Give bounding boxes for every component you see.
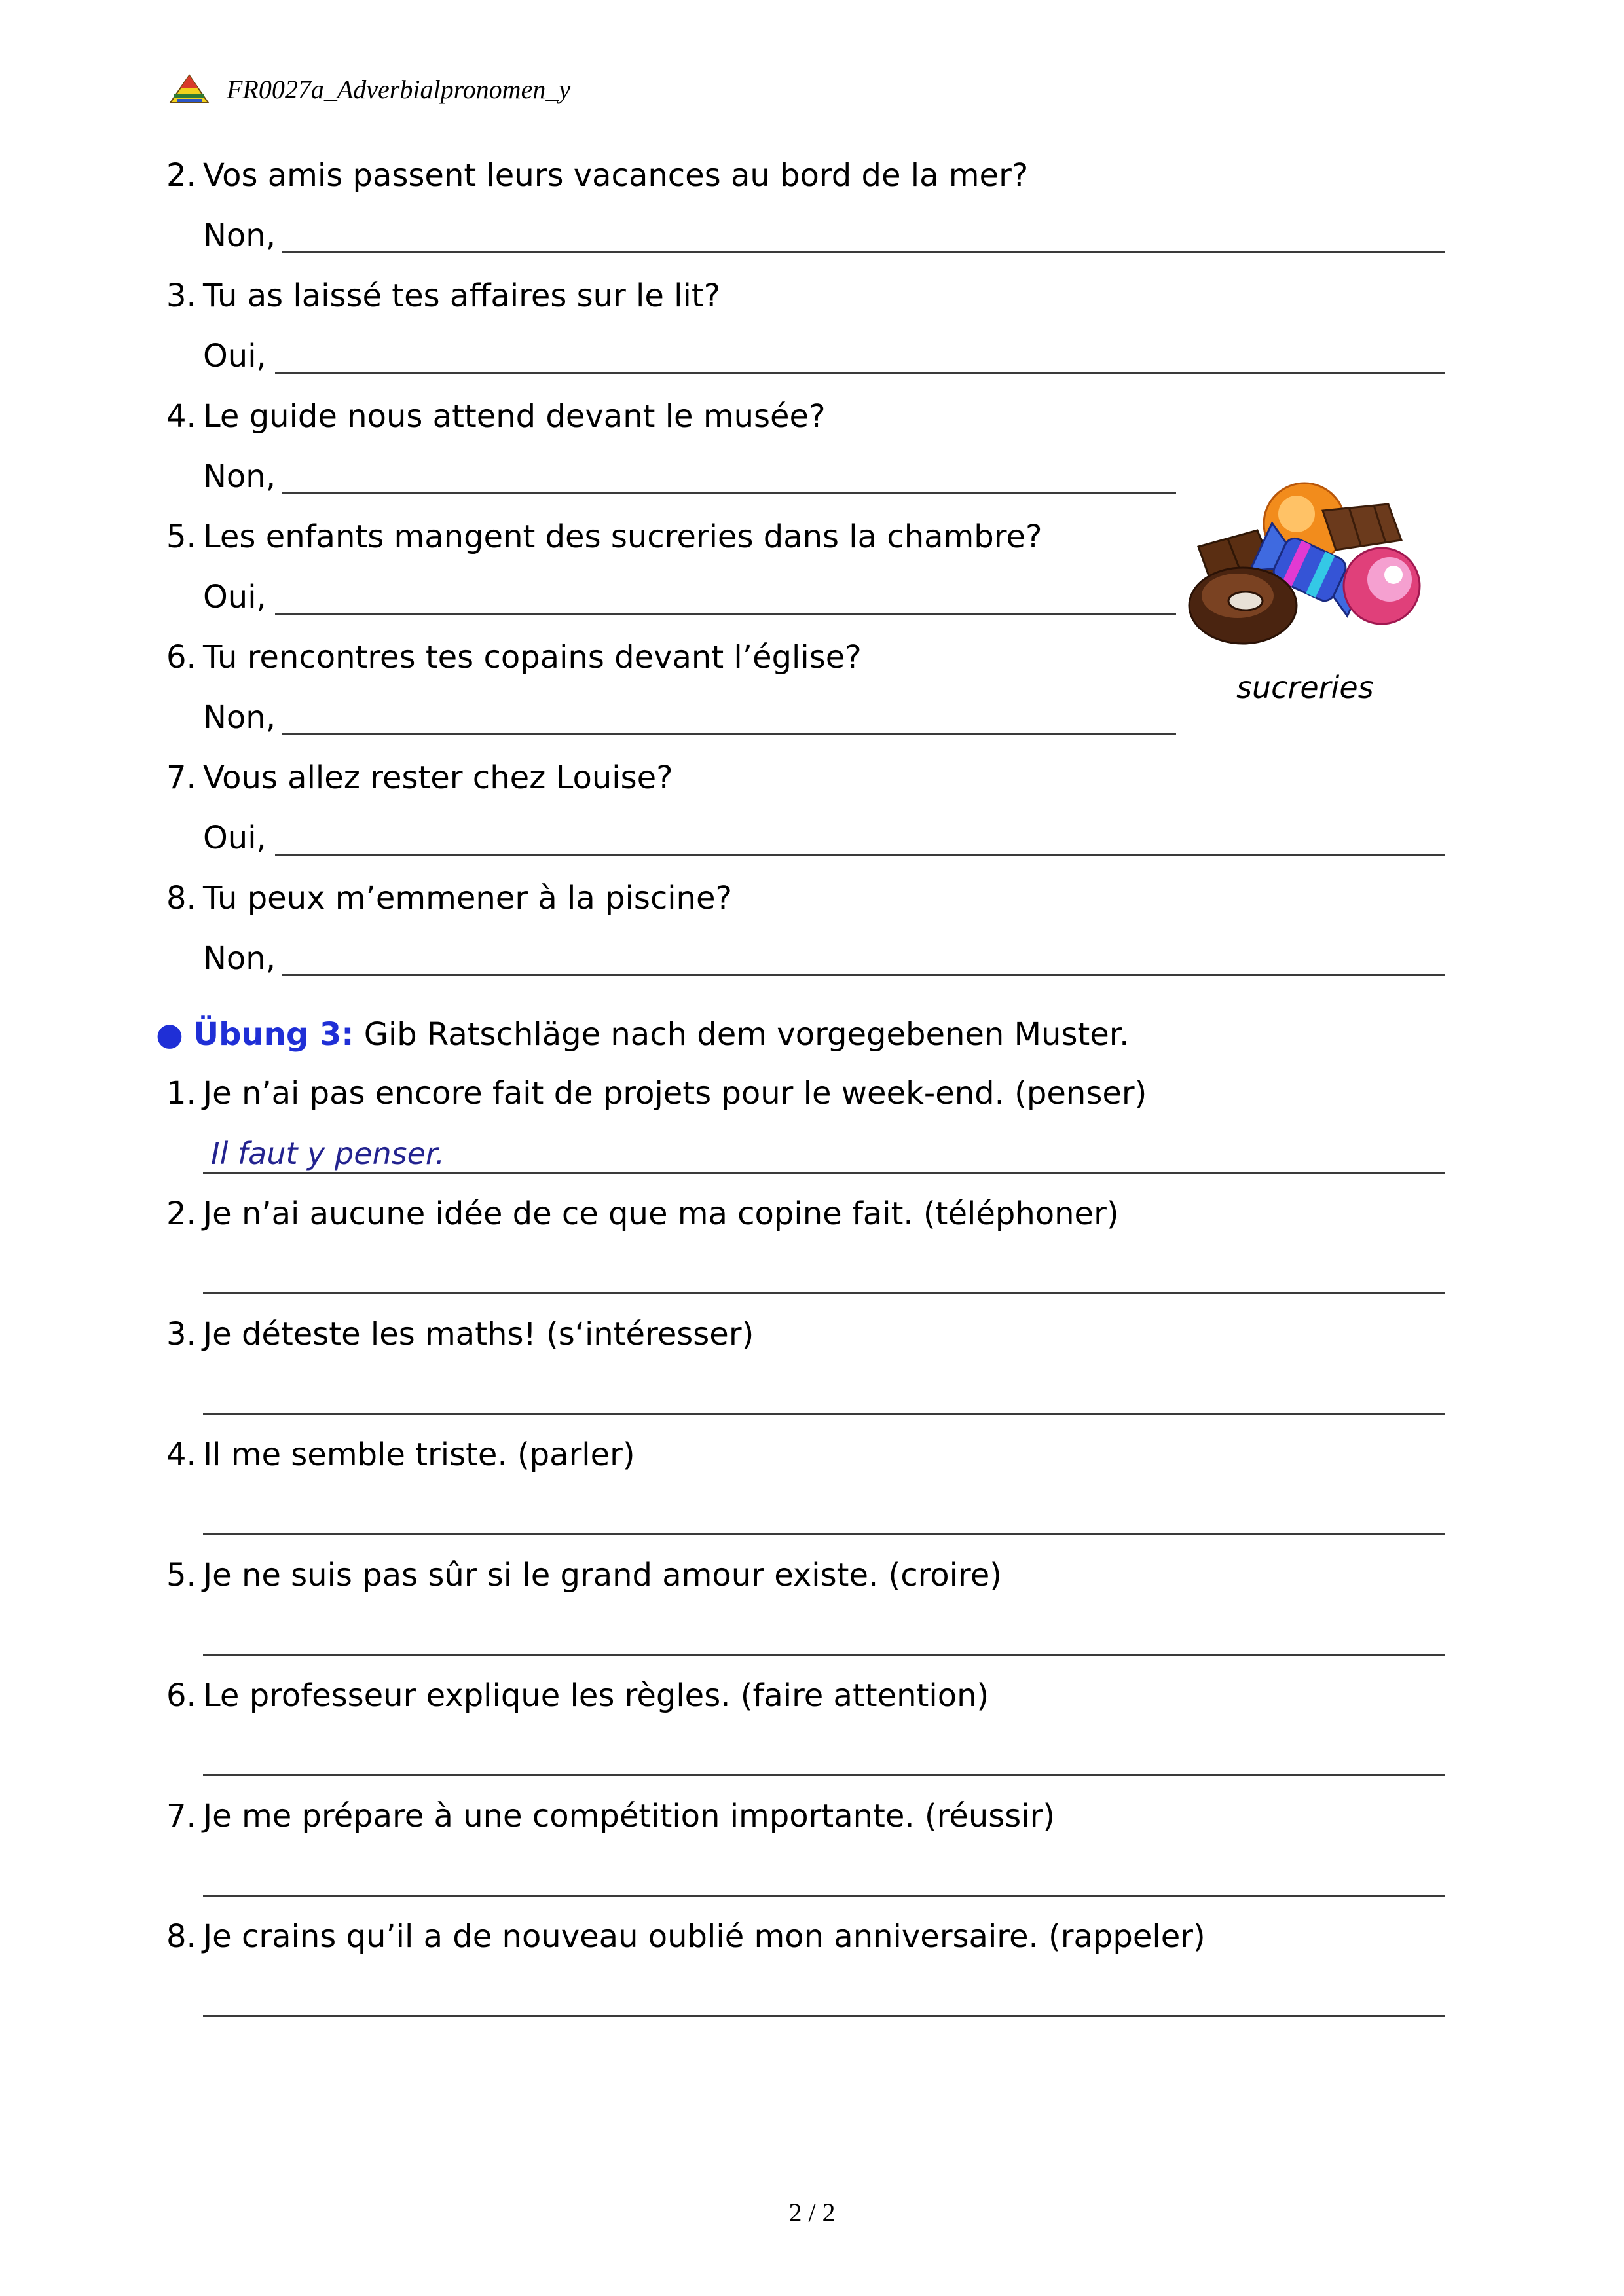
document-title: FR0027a_Adverbialpronomen_y xyxy=(227,75,571,104)
prompt-item: 3. Je déteste les maths! (s‘intéresser) xyxy=(166,1316,754,1353)
example-answer: Il faut y penser. xyxy=(211,1136,445,1171)
page-number: 2 / 2 xyxy=(788,2198,836,2227)
answer-line[interactable] xyxy=(282,492,1176,494)
sweets-illustration-icon xyxy=(1185,478,1434,661)
question-item: 7. Vous allez rester chez Louise? xyxy=(166,759,673,796)
prompt-item: 7. Je me prépare à une compétition importante. (réussir) xyxy=(166,1798,1056,1834)
question-item: 4. Le guide nous attend devant le musée? xyxy=(166,398,826,435)
answer-prefix: Non, xyxy=(203,699,276,736)
answer-line[interactable] xyxy=(203,1774,1445,1776)
prompt-item: 1. Je n’ai pas encore fait de projets pour le week-end. (penser) xyxy=(166,1075,1147,1112)
illustration-caption: sucreries xyxy=(1236,670,1374,705)
question-item: 2. Vos amis passent leurs vacances au bord de la mer? xyxy=(166,157,1029,194)
answer-prefix: Non, xyxy=(203,217,276,254)
question-item: 3. Tu as laissé tes affaires sur le lit? xyxy=(166,278,721,314)
question-item: 8. Tu peux m’emmener à la piscine? xyxy=(166,880,732,917)
answer-line[interactable] xyxy=(203,1172,1445,1174)
answer-line[interactable] xyxy=(203,1895,1445,1897)
exercise-heading: ● Übung 3: Gib Ratschläge nach dem vorgegebenen Muster. xyxy=(156,1016,1130,1053)
answer-prefix: Non, xyxy=(203,458,276,495)
answer-line[interactable] xyxy=(275,372,1445,374)
answer-line[interactable] xyxy=(282,733,1176,735)
question-item: 5. Les enfants mangent des sucreries dans la chambre? xyxy=(166,519,1043,555)
prompt-item: 8. Je crains qu’il a de nouveau oublié mon anniversaire. (rappeler) xyxy=(166,1918,1206,1955)
answer-line[interactable] xyxy=(275,613,1176,615)
answer-prefix: Oui, xyxy=(203,579,267,615)
answer-line[interactable] xyxy=(203,2015,1445,2017)
answer-line[interactable] xyxy=(203,1654,1445,1656)
logo-icon xyxy=(168,73,211,106)
answer-prefix: Non, xyxy=(203,940,276,977)
answer-prefix: Oui, xyxy=(203,338,267,374)
answer-prefix: Oui, xyxy=(203,820,267,856)
prompt-item: 5. Je ne suis pas sûr si le grand amour existe. (croire) xyxy=(166,1557,1002,1594)
answer-line[interactable] xyxy=(203,1413,1445,1415)
question-item: 6. Tu rencontres tes copains devant l’église? xyxy=(166,639,862,676)
answer-line[interactable] xyxy=(282,251,1445,253)
answer-line[interactable] xyxy=(282,974,1445,976)
prompt-item: 6. Le professeur explique les règles. (faire attention) xyxy=(166,1677,989,1714)
answer-line[interactable] xyxy=(203,1292,1445,1294)
prompt-item: 4. Il me semble triste. (parler) xyxy=(166,1436,635,1473)
answer-line[interactable] xyxy=(203,1533,1445,1535)
prompt-item: 2. Je n’ai aucune idée de ce que ma copine fait. (téléphoner) xyxy=(166,1195,1119,1232)
answer-line[interactable] xyxy=(275,854,1445,856)
